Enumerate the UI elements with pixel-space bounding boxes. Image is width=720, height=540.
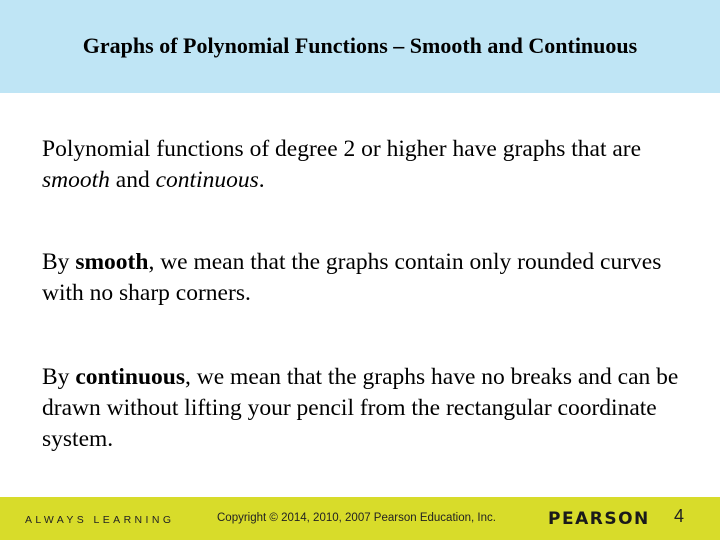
footer-tagline: ALWAYS LEARNING [25, 514, 175, 526]
footer-copyright: Copyright © 2014, 2010, 2007 Pearson Education, Inc. [217, 512, 496, 524]
footer-bar [0, 497, 720, 540]
p1-text-e: . [258, 167, 265, 193]
pearson-logo: PEARSON [548, 509, 650, 529]
page-number: 4 [674, 506, 685, 526]
paragraph-definition [42, 134, 692, 196]
p1-term-continuous: continuous [155, 167, 259, 193]
p2-text-a: By [42, 249, 76, 275]
p3-term-continuous: continuous [75, 364, 186, 390]
p2-term-smooth: smooth [75, 249, 149, 275]
p1-text-c: and [109, 167, 156, 193]
p3-text-c: , we mean that the graphs have no breaks and can be drawn without lifting your pencil from the rectangular coordinate system. [42, 364, 679, 452]
p2-text-c: , we mean that the graphs contain only rounded curves with no sharp corners. [42, 249, 662, 306]
paragraph-continuous [42, 362, 692, 455]
p3-text-a: By [42, 364, 76, 390]
slide-title: Graphs of Polynomial Functions – Smooth and Continuous [82, 33, 638, 58]
paragraph-smooth [42, 247, 692, 309]
p1-text-a: Polynomial functions of degree 2 or higher have graphs that are [42, 136, 642, 162]
p1-term-smooth: smooth [42, 167, 110, 193]
title-bar [0, 0, 720, 93]
